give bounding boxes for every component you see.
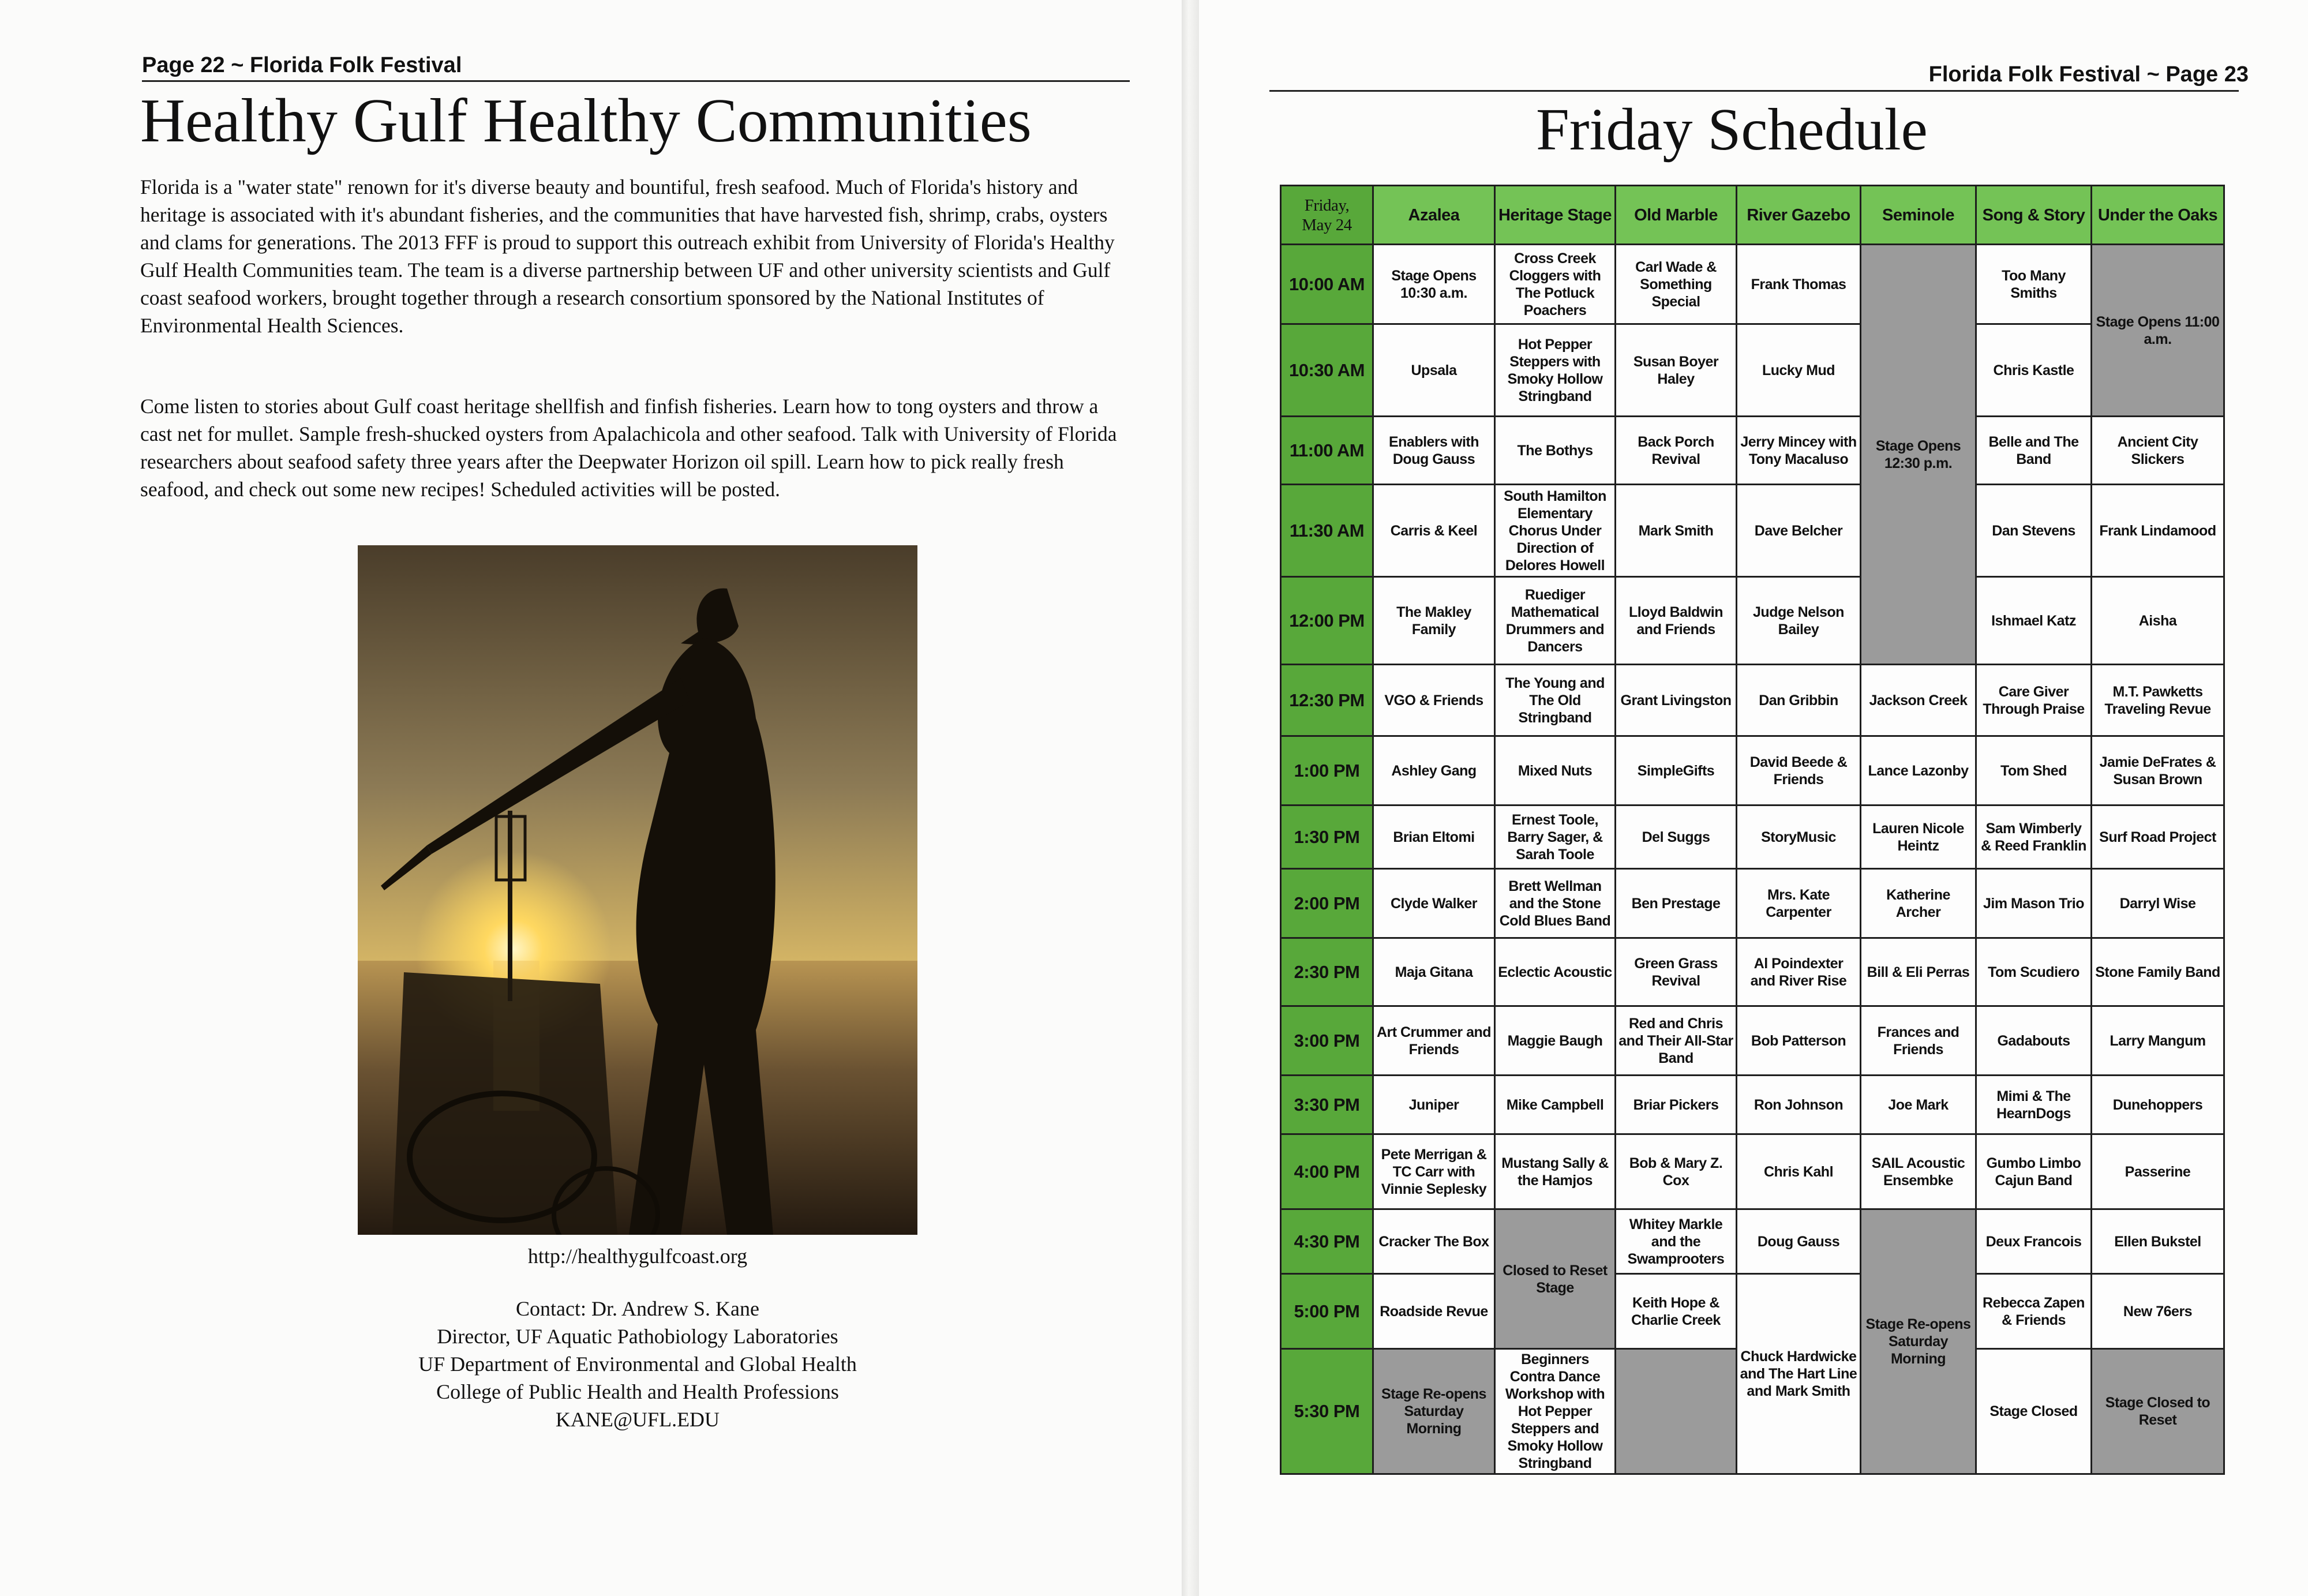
contact-block <box>358 1295 917 1433</box>
schedule-cell: Ruediger Mathematical Drummers and Dancers <box>1495 577 1616 665</box>
header-rule-left <box>142 80 1130 82</box>
time-slot: 5:00 PM <box>1281 1274 1373 1349</box>
schedule-cell-closed: Stage Opens 11:00 a.m. <box>2092 245 2224 417</box>
website-url: http://healthygulfcoast.org <box>527 1245 748 1268</box>
schedule-cell: Mike Campbell <box>1495 1076 1616 1134</box>
schedule-cell: Passerine <box>2092 1134 2224 1209</box>
schedule-cell: VGO & Friends <box>1373 665 1495 736</box>
schedule-cell: Lauren Nicole Heintz <box>1861 806 1976 869</box>
schedule-cell: Green Grass Revival <box>1616 938 1737 1006</box>
schedule-cell: Lloyd Baldwin and Friends <box>1616 577 1737 665</box>
schedule-cell: Stage Opens 10:30 a.m. <box>1373 245 1495 324</box>
time-slot: 3:00 PM <box>1281 1006 1373 1076</box>
friday-schedule-table <box>1280 185 2225 1475</box>
schedule-cell: Rebecca Zapen & Friends <box>1976 1274 2092 1349</box>
time-slot: 4:30 PM <box>1281 1209 1373 1274</box>
time-slot: 4:00 PM <box>1281 1134 1373 1209</box>
schedule-cell: Ashley Gang <box>1373 736 1495 806</box>
schedule-cell: Stone Family Band <box>2092 938 2224 1006</box>
schedule-cell: Belle and The Band <box>1976 417 2092 485</box>
time-slot: 3:30 PM <box>1281 1076 1373 1134</box>
schedule-cell: Chris Kahl <box>1737 1134 1861 1209</box>
time-slot: 5:30 PM <box>1281 1349 1373 1474</box>
stage-header-old-marble: Old Marble <box>1616 186 1737 245</box>
schedule-cell: Clyde Walker <box>1373 869 1495 938</box>
contact-line-email: KANE@UFL.EDU <box>555 1408 720 1431</box>
schedule-cell: Bob & Mary Z. Cox <box>1616 1134 1737 1209</box>
sunset-fisherman-photo <box>358 545 917 1235</box>
schedule-cell: Al Poindexter and River Rise <box>1737 938 1861 1006</box>
schedule-cell: Stage Closed <box>1976 1349 2092 1474</box>
activities-paragraph: Come listen to stories about Gulf coast heritage shellfish and finfish fisheries. Learn how to tong oysters and throw a cast net for mullet. Sample fresh-shucked oysters from Apalachicola and other seafood. Talk with University of Florida researchers about seafood safety three years after the Deepwater Horizon oil spill. Learn how to pick really fresh seafood, and check out some new recipes! Scheduled activities will be posted. <box>140 395 1117 501</box>
schedule-cell: Maggie Baugh <box>1495 1006 1616 1076</box>
schedule-cell: Jamie DeFrates & Susan Brown <box>2092 736 2224 806</box>
schedule-cell: Joe Mark <box>1861 1076 1976 1134</box>
time-slot: 10:30 AM <box>1281 324 1373 417</box>
schedule-cell: Mustang Sally & the Hamjos <box>1495 1134 1616 1209</box>
schedule-cell: Beginners Contra Dance Workshop with Hot Pepper Steppers and Smoky Hollow Stringband <box>1495 1349 1616 1474</box>
page-header-right: Florida Folk Festival ~ Page 23 <box>1928 62 2249 87</box>
contact-line-department: UF Department of Environmental and Global Health <box>418 1353 857 1376</box>
time-slot: 1:30 PM <box>1281 806 1373 869</box>
schedule-cell: Gadabouts <box>1976 1006 2092 1076</box>
time-slot: 12:00 PM <box>1281 577 1373 665</box>
time-slot: 11:00 AM <box>1281 417 1373 485</box>
right-page <box>1199 0 2308 1596</box>
schedule-cell: South Hamilton Elementary Chorus Under Direction of Delores Howell <box>1495 485 1616 577</box>
schedule-cell: Bill & Eli Perras <box>1861 938 1976 1006</box>
schedule-cell-closed: Stage Closed to Reset <box>2092 1349 2224 1474</box>
schedule-cell: David Beede & Friends <box>1737 736 1861 806</box>
schedule-cell: SimpleGifts <box>1616 736 1737 806</box>
schedule-cell: Aisha <box>2092 577 2224 665</box>
schedule-cell: Mrs. Kate Carpenter <box>1737 869 1861 938</box>
schedule-cell: Enablers with Doug Gauss <box>1373 417 1495 485</box>
schedule-cell: Sam Wimberly & Reed Franklin <box>1976 806 2092 869</box>
schedule-cell-closed: Stage Opens 12:30 p.m. <box>1861 245 1976 665</box>
schedule-cell: M.T. Pawketts Traveling Revue <box>2092 665 2224 736</box>
schedule-cell: Juniper <box>1373 1076 1495 1134</box>
schedule-cell: Ben Prestage <box>1616 869 1737 938</box>
schedule-cell: Art Crummer and Friends <box>1373 1006 1495 1076</box>
schedule-cell: Tom Scudiero <box>1976 938 2092 1006</box>
schedule-cell: Frank Thomas <box>1737 245 1861 324</box>
schedule-cell: Dan Stevens <box>1976 485 2092 577</box>
schedule-cell: Ishmael Katz <box>1976 577 2092 665</box>
schedule-cell: Susan Boyer Haley <box>1616 324 1737 417</box>
schedule-cell: Del Suggs <box>1616 806 1737 869</box>
schedule-cell: Ernest Toole, Barry Sager, & Sarah Toole <box>1495 806 1616 869</box>
time-slot: 2:30 PM <box>1281 938 1373 1006</box>
schedule-cell: Mimi & The HearnDogs <box>1976 1076 2092 1134</box>
schedule-cell: Frances and Friends <box>1861 1006 1976 1076</box>
schedule-cell: Gumbo Limbo Cajun Band <box>1976 1134 2092 1209</box>
stage-header-seminole: Seminole <box>1861 186 1976 245</box>
page-gutter <box>1182 0 1199 1596</box>
schedule-cell: Dunehoppers <box>2092 1076 2224 1134</box>
schedule-cell: Darryl Wise <box>2092 869 2224 938</box>
schedule-cell: Jim Mason Trio <box>1976 869 2092 938</box>
time-slot: 2:00 PM <box>1281 869 1373 938</box>
stage-header-river-gazebo: River Gazebo <box>1737 186 1861 245</box>
stage-header-heritage: Heritage Stage <box>1495 186 1616 245</box>
schedule-cell: The Young and The Old Stringband <box>1495 665 1616 736</box>
schedule-cell: Ancient City Slickers <box>2092 417 2224 485</box>
schedule-date-header: Friday, May 24 <box>1281 186 1373 245</box>
schedule-cell: Jackson Creek <box>1861 665 1976 736</box>
stage-header-azalea: Azalea <box>1373 186 1495 245</box>
schedule-cell: Dave Belcher <box>1737 485 1861 577</box>
schedule-cell-closed: Stage Re-opens Saturday Morning <box>1861 1209 1976 1474</box>
schedule-cell: Chuck Hardwicke and The Hart Line and Mark Smith <box>1737 1274 1861 1474</box>
schedule-cell: Upsala <box>1373 324 1495 417</box>
schedule-cell: Back Porch Revival <box>1616 417 1737 485</box>
schedule-cell: Whitey Markle and the Swamprooters <box>1616 1209 1737 1274</box>
schedule-cell: Brett Wellman and the Stone Cold Blues Band <box>1495 869 1616 938</box>
schedule-cell: Pete Merrigan & TC Carr with Vinnie Seplesky <box>1373 1134 1495 1209</box>
schedule-cell-closed: Stage Re-opens Saturday Morning <box>1373 1349 1495 1474</box>
stage-header-under-the-oaks: Under the Oaks <box>2092 186 2224 245</box>
schedule-cell: Cross Creek Cloggers with The Potluck Poachers <box>1495 245 1616 324</box>
time-slot: 10:00 AM <box>1281 245 1373 324</box>
schedule-cell-closed: Closed to Reset Stage <box>1495 1209 1616 1349</box>
schedule-cell: Jerry Mincey with Tony Macaluso <box>1737 417 1861 485</box>
header-rule-right <box>1269 90 2239 92</box>
schedule-cell: Chris Kastle <box>1976 324 2092 417</box>
schedule-cell: Eclectic Acoustic <box>1495 938 1616 1006</box>
article-title: Healthy Gulf Healthy Communities <box>140 87 1032 155</box>
schedule-cell: Keith Hope & Charlie Creek <box>1616 1274 1737 1349</box>
stage-header-song-story: Song & Story <box>1976 186 2092 245</box>
schedule-cell: Bob Patterson <box>1737 1006 1861 1076</box>
schedule-cell: Hot Pepper Steppers with Smoky Hollow Stringband <box>1495 324 1616 417</box>
schedule-cell: Surf Road Project <box>2092 806 2224 869</box>
page-header-left: Page 22 ~ Florida Folk Festival <box>142 53 462 77</box>
schedule-cell: The Makley Family <box>1373 577 1495 665</box>
schedule-cell: Katherine Archer <box>1861 869 1976 938</box>
schedule-cell: Lucky Mud <box>1737 324 1861 417</box>
contact-line-college: College of Public Health and Health Professions <box>436 1380 839 1403</box>
schedule-cell: Ellen Bukstel <box>2092 1209 2224 1274</box>
schedule-cell: Carl Wade & Something Special <box>1616 245 1737 324</box>
schedule-cell: Maja Gitana <box>1373 938 1495 1006</box>
schedule-cell: Deux Francois <box>1976 1209 2092 1274</box>
schedule-cell: The Bothys <box>1495 417 1616 485</box>
schedule-cell: Roadside Revue <box>1373 1274 1495 1349</box>
contact-line-name: Contact: Dr. Andrew S. Kane <box>516 1297 759 1320</box>
schedule-title: Friday Schedule <box>1536 96 1928 163</box>
time-slot: 12:30 PM <box>1281 665 1373 736</box>
schedule-cell: Dan Gribbin <box>1737 665 1861 736</box>
schedule-cell: Mark Smith <box>1616 485 1737 577</box>
schedule-cell: Brian Eltomi <box>1373 806 1495 869</box>
schedule-cell: Larry Mangum <box>2092 1006 2224 1076</box>
schedule-cell: Mixed Nuts <box>1495 736 1616 806</box>
schedule-cell-empty <box>1616 1349 1737 1474</box>
schedule-cell: Care Giver Through Praise <box>1976 665 2092 736</box>
schedule-cell: Carris & Keel <box>1373 485 1495 577</box>
schedule-cell: Ron Johnson <box>1737 1076 1861 1134</box>
schedule-cell: Doug Gauss <box>1737 1209 1861 1274</box>
schedule-cell: New 76ers <box>2092 1274 2224 1349</box>
schedule-cell: Grant Livingston <box>1616 665 1737 736</box>
schedule-cell: Judge Nelson Bailey <box>1737 577 1861 665</box>
schedule-cell: StoryMusic <box>1737 806 1861 869</box>
contact-line-director: Director, UF Aquatic Pathobiology Laboratories <box>437 1325 838 1348</box>
schedule-cell: SAIL Acoustic Ensembke <box>1861 1134 1976 1209</box>
schedule-cell: Frank Lindamood <box>2092 485 2224 577</box>
time-slot: 1:00 PM <box>1281 736 1373 806</box>
schedule-cell: Red and Chris and Their All-Star Band <box>1616 1006 1737 1076</box>
schedule-cell: Tom Shed <box>1976 736 2092 806</box>
intro-paragraph: Florida is a "water state" renown for it's diverse beauty and bountiful, fresh seafood. Much of Florida's history and heritage is associated with it's abundant fisheries, and the communities that have harvested fish, shrimp, crabs, oysters and clams for generations. The 2013 FFF is proud to support this outreach exhibit from University of Florida's Healthy Gulf Health Communities team. The team is a diverse partnership between UF and other university scientists and Gulf coast seafood workers, brought together through a research consortium sponsored by the National Institutes of Environmental Health Sciences. <box>140 175 1115 337</box>
schedule-cell: Briar Pickers <box>1616 1076 1737 1134</box>
time-slot: 11:30 AM <box>1281 485 1373 577</box>
schedule-cell: Lance Lazonby <box>1861 736 1976 806</box>
schedule-cell: Cracker The Box <box>1373 1209 1495 1274</box>
schedule-cell: Too Many Smiths <box>1976 245 2092 324</box>
